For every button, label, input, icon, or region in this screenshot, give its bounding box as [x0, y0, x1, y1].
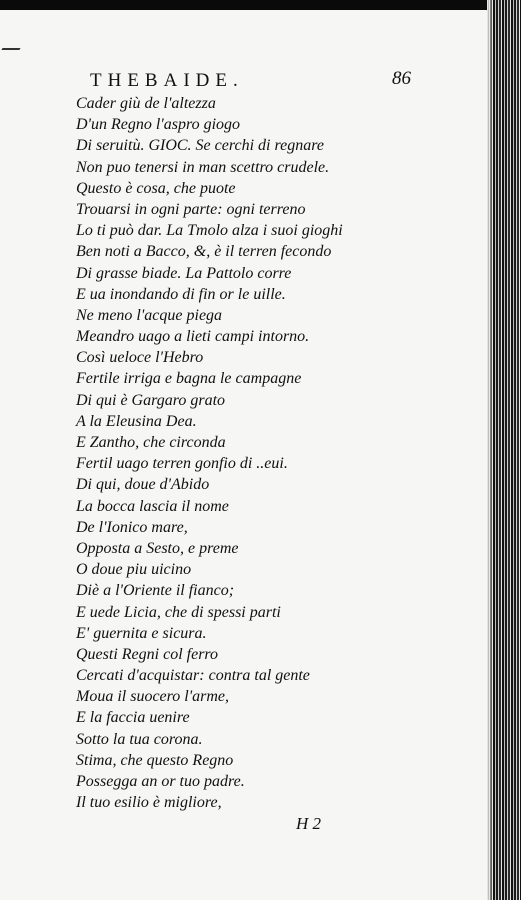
verse-line: La bocca lascia il nome — [76, 497, 229, 515]
verse-line: Questi Regni col ferro — [76, 645, 219, 663]
signature-mark: H 2 — [296, 814, 322, 833]
verse-line: E ua inondando di fin or le uille. — [76, 285, 286, 303]
verse-line: Meandro uago a lieti campi intorno. — [76, 328, 310, 346]
verse-text — [76, 93, 406, 813]
verse-line: Cercati d'acquistar: contra tal gente — [76, 667, 310, 685]
verse-line: Diè a l'Oriente il fianco; — [76, 582, 235, 600]
verse-line: Questo è cosa, che puote — [76, 179, 236, 197]
verse-line: Possegga an or tuo padre. — [76, 773, 245, 790]
running-title: THEBAIDE. — [90, 70, 244, 91]
verse-line: Fertile irriga e bagna le campagne — [76, 370, 302, 388]
verse-line: E la faccia uenire — [76, 709, 190, 727]
verse-line: Di grasse biade. La Pattolo corre — [76, 264, 292, 282]
verse-line: A la Eleusina Dea. — [76, 412, 197, 430]
verse-line: Moua il suocero l'arme, — [76, 688, 230, 706]
verse-line: Così ueloce l'Hebro — [76, 349, 204, 367]
verse-line: E Zantho, che circonda — [76, 434, 226, 451]
verse-line: Di qui è Gargaro grato — [76, 391, 226, 409]
verse-line: Trouarsi in ogni parte: ogni terreno — [76, 200, 306, 218]
verse-line: Lo ti può dar. La Tmolo alza i suoi gioghi — [76, 222, 343, 240]
verse-line: Cader giù de l'altezza — [76, 95, 216, 112]
corner-mark — [1, 34, 28, 50]
verse-line: Di seruitù. GIOC. Se cerchi di regnare — [76, 137, 324, 155]
verse-line: Ne meno l'acque piega — [76, 306, 223, 324]
verse-line: E' guernita e sicura. — [76, 624, 207, 642]
page-number: 86 — [392, 68, 411, 89]
verse-line: E uede Licia, che di spessi parti — [76, 603, 281, 621]
verse-line: O doue piu uicino — [76, 561, 192, 579]
verse-line: Non puo tenersi in man scettro crudele. — [76, 158, 330, 176]
verse-line: D'un Regno l'aspro giogo — [76, 116, 241, 134]
verse-line: Opposta a Sesto, e preme — [76, 539, 239, 557]
verse-line: Ben noti a Bacco, &, è il terren fecondo — [76, 243, 332, 261]
verse-line: Stima, che questo Regno — [76, 751, 234, 769]
book-binding-edge — [487, 0, 521, 900]
verse-line: Fertil uago terren gonfio di ..eui. — [76, 455, 288, 473]
verse-line: Di qui, doue d'Abido — [76, 476, 210, 494]
verse-line: De l'Ionico mare, — [76, 518, 188, 536]
verse-line: Il tuo esilio è migliore, — [76, 794, 222, 812]
verse-line: Sotto la tua corona. — [76, 730, 203, 748]
